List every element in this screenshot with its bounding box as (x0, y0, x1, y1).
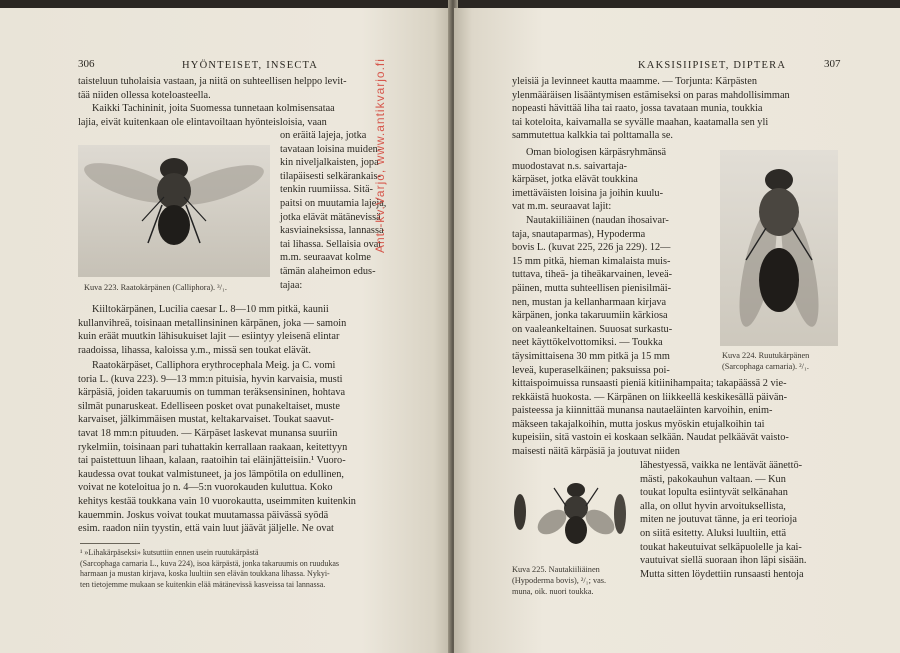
text-line: toukat lopulta esiintyvät selkänahan (640, 487, 788, 499)
caption-line: (Hypoderma bovis), ²/₁; vas. (512, 576, 607, 585)
footnote-line: ¹ »Lihakärpäseksi» kutsuttiin ennen usein ruutukärpästä (80, 548, 259, 557)
caption-line: muna, oik. nuori toukka. (512, 587, 594, 596)
text-line: tää niiden ollessa koteloasteella. (78, 89, 211, 101)
text-line: on vaaleankeltainen. Suuosat surkastu- (512, 323, 673, 335)
text-line: kupeisiin, sitä vastoin ei koskaan selkään. Naudat pelkäävät vaisto- (512, 432, 789, 444)
text-line: Oman biologisen kärpäsryhmänsä (526, 147, 667, 158)
figure-225-illustration (510, 470, 628, 556)
text-line: vat m.m. seuraavat lajit: (512, 201, 612, 213)
figure-223-photo (78, 145, 270, 277)
text-line: Raatokärpäset, Calliphora erythrocephala Meig. ja C. vomi (92, 360, 336, 371)
text-line: toukat hakeutuivat selkäpuolelle ja kai- (640, 541, 802, 553)
body-text-top (78, 75, 418, 129)
caption-line: (Sarcophaga carnaria). ²/₁. (722, 362, 809, 371)
text-line: voivat ne koteloitua jo n. 4—5:n vuorokauden kuluttua. Koko (78, 482, 333, 494)
text-line: maisesti näitä kärpäsiä ja joutuvat niiden (512, 446, 680, 458)
text-line: taja, snautaparmas), Hypoderma (512, 228, 646, 240)
text-line: lähestyessä, vaikka ne lentävät äänettö- (640, 460, 803, 471)
body-text-beside-figure (280, 129, 420, 292)
footnote (80, 548, 420, 590)
text-line: imettäväisten loisina ja joihin kuulu- (512, 187, 663, 199)
text-line: vautuivat siellä suoraan ihon läpi sisään. (640, 555, 807, 567)
section-raatokarpaset (78, 359, 418, 536)
text-line: tuttava, tiheä- ja tiheäkarvainen, leveä- (512, 269, 673, 281)
text-line: toria L. (kuva 223). 9—13 mm:n pituisia, hyvin karvaisia, musti (78, 373, 343, 385)
text-line: jotka elävät mätänevissä (280, 211, 381, 223)
text-line: lajia, eivät kuitenkaan ole elintavoiltaan hyönteisloisia, vaan (78, 116, 327, 128)
caption-line: Kuva 224. Ruutukärpänen (722, 351, 810, 360)
text-line: kauemmin. Joskus voivat toukat muutamassa päivässä syödä (78, 509, 329, 521)
text-line: karvaiset, jälkimmäisen mustat, keltakarvaiset. Toukat saavut- (78, 414, 334, 426)
text-line: tajaa: (280, 279, 303, 291)
caption-line: Kuva 225. Nautakiiliäinen (512, 565, 600, 574)
text-line: kärpäset, jotka elävät toukkina (512, 174, 638, 186)
text-line: kärpänen, jonka takaruumiin kärkiosa (512, 310, 668, 322)
text-line: kehitys kestää toukkana vain 10 vuorokautta, useimmiten kuitenkin (78, 495, 356, 507)
text-line: tämän alaheimon edus- (280, 265, 376, 277)
figure-223-caption: Kuva 223. Raatokärpänen (Calliphora). ³/₁. (84, 283, 227, 292)
footnote-line: harmaan ja mustan kirjava, koska luultiin sen elävän toukkana lihassa. Nykyi- (80, 569, 330, 579)
text-line: ylenmääräisen lisääntymisen estämiseksi on paras mahdollisimman (512, 89, 790, 101)
text-line: mäkseen takajalkoihin, mutta joskus myöskin etujalkoihin tai (512, 418, 765, 430)
running-head: KAKSISIIPISET, DIPTERA (638, 60, 787, 71)
section-kiiltokarpanen (78, 303, 418, 357)
body-text-top (512, 75, 842, 143)
text-line: paitsi on muutamia lajeja, (280, 197, 387, 209)
footnote-line: (Sarcophaga carnaria L., kuva 224), isoa kärpästä, jonka takaruumis on ruudukas (80, 558, 340, 568)
left-page (0, 8, 452, 653)
text-line: kaudessa ovat toukat valmistuneet, ja jos lämpötila on edullinen, (78, 468, 344, 480)
seller-stamp: Ant.-kv.Varjo, www.antikvarjo.fi (373, 58, 387, 253)
flesh-fly-image (720, 150, 838, 346)
footnote-rule (80, 543, 140, 544)
running-head: HYÖNTEISET, INSECTA (182, 60, 319, 71)
text-line: alla, on ollut hyvin arvoituksellista, (640, 500, 786, 512)
text-line: leveä, kuperaselkäinen; paksuissa poi- (512, 364, 670, 376)
text-line: m.m. seuraavat kolme (280, 252, 371, 264)
figure-225-caption (512, 564, 642, 597)
text-line: tavataan loisina muiden- (280, 143, 382, 155)
body-text-beside-lower-figure (640, 459, 840, 581)
warble-fly-image (510, 470, 628, 556)
text-line: tai paistettuun lihaan, kalaan, raatoihin tai eläinjätteisiin.¹ Vuoro- (78, 455, 346, 467)
text-line: Kaikki Tachininit, joita Suomessa tunnetaan kolmisensataa (92, 103, 335, 115)
text-line: on siitä esitetty. Aluksi luultiin, että (640, 527, 787, 539)
text-line: täysimittaisena 30 mm pitkä ja 15 mm (512, 350, 670, 362)
text-line: kittaispoimuissa runsaasti pieniä kitiinihampaita; takapäässä 2 vie- (512, 378, 787, 390)
text-line: nopeasti hävittää liha tai raato, jossa tavataan munia, toukkia (512, 103, 763, 115)
text-line: nen, mustan ja kellanharmaan kirjava (512, 296, 667, 308)
text-line: päinen, mutta suhteellisen pienisilmäi- (512, 282, 671, 294)
text-line: sammutettua kalkkia tai polttamalla se. (512, 130, 673, 142)
page-number: 306 (78, 58, 95, 70)
blowfly-image (78, 145, 270, 277)
page-number: 307 (824, 58, 841, 70)
text-line: rekkäistä huokosta. — Kärpänen on liikkeellä keskikesällä päivän- (512, 391, 788, 403)
text-line: kullanvihreä, toisinaan metallinsininen kärpänen, joka — samoin (78, 317, 347, 329)
text-line: muodostavat n.s. saivartaja- (512, 160, 627, 172)
text-line: neet käyttökelvottomiksi. — Toukka (512, 337, 663, 349)
text-line: tavat 18 mm:n pituuden. — Kärpäset laskevat munansa suuriin (78, 427, 338, 439)
text-line: yleisiä ja levinneet kautta maamme. — Torjunta: Kärpästen (512, 76, 757, 87)
text-line: Kiiltokärpänen, Lucilia caesar L. 8—10 mm pitkä, kaunii (92, 304, 329, 315)
text-line: mästi, pakokauhun valtaan. — Kun (640, 473, 786, 485)
text-line: kasviaineksissa, lannassa (280, 225, 384, 237)
text-line: tenkin ruumiissa. Sitä- (280, 184, 373, 196)
text-line: kin niveljalkaisten, jopa (280, 157, 379, 169)
figure-224-caption (722, 350, 862, 372)
text-line: Nautakiiliäinen (naudan ihosaivar- (526, 214, 669, 226)
text-line: paisteessa ja kiinnittää munansa nautaeläinten karvoihin, enim- (512, 405, 773, 417)
text-line: kärpäsiä, joiden takaruumis on tumman teräksensininen, hohtava (78, 387, 346, 399)
text-line: kuin eräät muutkin lähisukuiset lajit — esiintyy yleisenä elintar (78, 331, 340, 343)
text-line: raadoissa, lihassa, kaloissa y.m., missä sen toukat elävät. (78, 344, 311, 356)
text-line: taisteluun tuholaisia vastaan, ja niitä on suhteellisen helppo levit- (78, 76, 347, 87)
text-line: tai koteloita, kaivamalla se syvälle maahan, kaatamalla sen yli (512, 116, 769, 128)
text-line: Mutta sitten löydettiin runsaasti hentoja (640, 568, 804, 580)
text-line: tilapäisesti selkärankais- (280, 170, 381, 182)
text-line: rykelmiin, toisinaan pari tuhattakin kerrallaan raakaan, keitettyyn (78, 441, 348, 453)
footnote-line: ten tietojemme mukaan se kuitenkin elää mätänevissä kasveissa tai lannassa. (80, 579, 326, 589)
text-line: 15 mm pitkä, hieman kimalaista muis- (512, 255, 671, 267)
text-line: esim. raadon niin tyystin, että vain luut jäävät jäljelle. Ne ovat (78, 523, 334, 535)
right-page (454, 8, 900, 653)
text-line: silmät punaruskeat. Edelliseen posket ovat punakeltaiset, muste (78, 400, 340, 412)
figure-224-photo (720, 150, 838, 346)
text-line: tai lihassa. Sellaisia ovat (280, 238, 382, 250)
text-line: bovis L. (kuvat 225, 226 ja 229). 12— (512, 242, 671, 254)
text-line: miten ne joutuvat tänne, ja eri teorioja (640, 514, 797, 526)
text-line: on eräitä lajeja, jotka (280, 130, 367, 141)
